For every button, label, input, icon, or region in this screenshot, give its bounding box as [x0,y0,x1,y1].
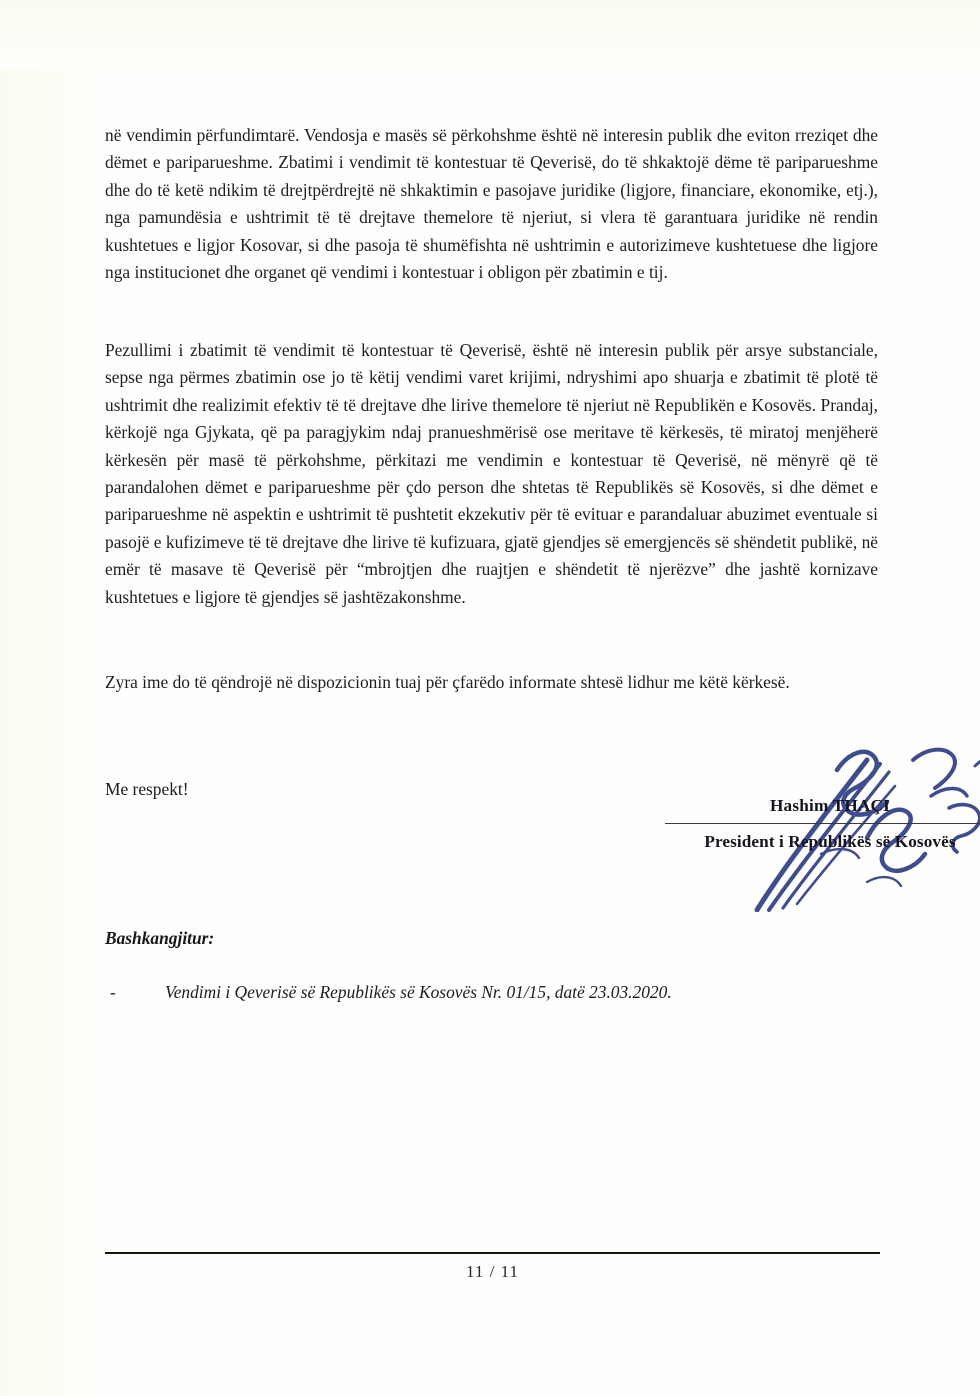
paragraph-interim-measure-reasoning: në vendimin përfundimtarë. Vendosja e masës së përkohshme është në interesin publik dhe eviton rreziqet dhe dëmet e pariparueshme. Zbatimi i vendimit të kontestuar të Qeverisë, do të shkaktojë dëme të pariparueshme dhe do të ketë ndikim të drejtpërdrejtë në shkaktimin e pasojave juridike (ligjore, financiare, ekonomike, etj.), nga pamundësia e ushtrimit të të drejtave themelore të njeriut, si vlera të garantuara juridike në rendin kushtetues e ligjor Kosovar, si dhe pasoja të shumëfishta në ushtrimin e autorizimeve kushtetuese dhe ligjore nga institucionet dhe organet që vendimi i kontestuar i obligon për zbatimin e tij. [105,125,878,283]
signature-block [665,795,980,853]
scan-edge-tint-top [0,0,980,70]
paragraph-suspension-request: Pezullimi i zbatimit të vendimit të kontestuar të Qeverisë, është në interesin publik për arsye substanciale, sepse nga përmes zbatimin ose jo të këtij vendimi varet krijimi, ndryshimi apo shuarja e zbatimit të plotë të ushtrimit dhe realizimit efektiv të të drejtave dhe lirive themelore të njeriut në Republikën e Kosovës. Prandaj, kërkojë nga Gjykata, që pa paragjykim ndaj pranueshmërisë ose meritave të kërkesës, të miratoj menjëherë kërkesën për masë të përkohshme, përkitazi me vendimin e kontestuar të Qeverisë, në mënyrë që të parandalohen dëmet e pariparueshme për çdo person dhe shtetas të Republikës së Kosovës, si dhe dëmet e pariparueshme në aspektin e ushtrimit të pushtetit ekzekutiv për të evituar e parandaluar abuzimet eventuale si pasojë e kufizimeve të të drejtave dhe lirive të kufizuara, gjatë gjendjes së emergjencës së shëndetit publikë, në emër të masave të Qeverisë për “mbrojtjen dhe ruajtjen e shëndetit të njerëzve” dhe jashtë kornizave kushtetues e ligjore të gjendjes së jashtëzakonshme. [105,340,878,607]
closing-salutation: Me respekt! [105,779,189,799]
footer-divider [105,1252,880,1254]
attachment-bullet: - [110,982,116,1002]
page-number: 11 / 11 [466,1262,519,1281]
attachments-heading: Bashkangjitur: [105,928,215,948]
scan-edge-tint-left [0,0,95,1396]
signatory-title: President i Republikës së Kosovës [704,832,956,851]
attachment-label: Vendimi i Qeverisë së Republikës së Kosovës Nr. 01/15, datë 23.03.2020. [165,982,672,1002]
signature-rule [665,823,980,824]
signatory-name: Hashim THAÇI [769,796,891,815]
paragraph-office-availability: Zyra ime do të qëndrojë në dispozicionin tuaj për çfarëdo informate shtesë lidhur me këtë kërkesë. [105,672,790,692]
